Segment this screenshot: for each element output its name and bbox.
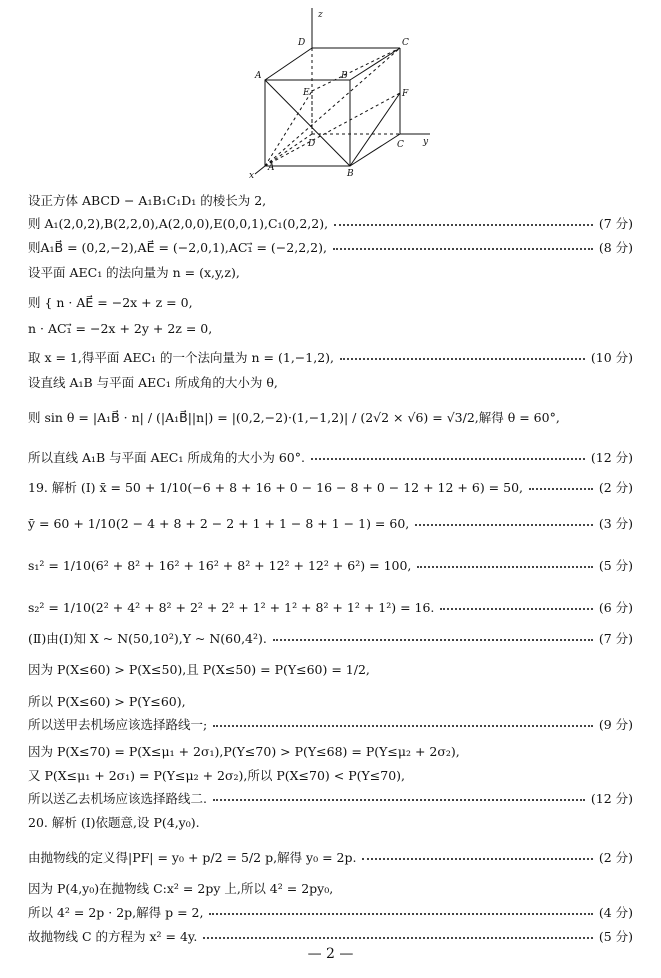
- solution-text: (Ⅱ)由(Ⅰ)知 X ~ N(50,10²),Y ~ N(60,4²).: [28, 631, 267, 646]
- solution-text: 19. 解析 (Ⅰ) x̄ = 50 + 1/10(−6 + 8 + 16 + 0 − 16 − 8 + 0 − 12 + 12 + 6) = 50,: [28, 480, 524, 495]
- score-mark: (7 分): [598, 216, 633, 231]
- solution-text: 则 { n · AE⃗ = −2x + z = 0,: [28, 295, 193, 310]
- label-A1: A: [255, 71, 262, 81]
- label-D: D: [308, 139, 316, 149]
- label-C1: C: [402, 38, 409, 48]
- solution-line: [28, 447, 633, 467]
- label-F: F: [402, 89, 409, 99]
- solution-line: [28, 190, 633, 210]
- solution-text: 由抛物线的定义得|PF| = y₀ + p/2 = 5/2 p,解得 y₀ = 2p.: [28, 850, 357, 865]
- solution-text: 所以送乙去机场应该选择路线二.: [28, 791, 207, 806]
- label-C: C: [397, 140, 404, 150]
- label-B1: B: [341, 71, 348, 81]
- score-mark: (7 分): [598, 631, 633, 646]
- leader-dots: [440, 608, 592, 610]
- score-mark: (8 分): [598, 240, 633, 255]
- solution-line: [28, 765, 633, 785]
- solution-text: 20. 解析 (Ⅰ)依题意,设 P(4,y₀).: [28, 815, 200, 830]
- leader-dots: [273, 639, 593, 641]
- solution-text: s₂² = 1/10(2² + 4² + 8² + 2² + 2² + 1² + 1² + 8² + 1² + 1²) = 16.: [28, 599, 435, 615]
- score-mark: (5 分): [598, 929, 633, 944]
- label-x: x: [249, 171, 255, 178]
- leader-dots: [209, 913, 592, 915]
- solution-text: n · AC₁⃗ = −2x + 2y + 2z = 0,: [28, 320, 213, 336]
- score-mark: (4 分): [598, 905, 633, 920]
- solution-line: [28, 659, 633, 679]
- solution-text: 则 sin θ = |A₁B⃗ · n| / (|A₁B⃗||n|) = |(0,2,−2)·(1,−1,2)| / (2√2 × √6) = √3/2,解得 θ = 60°,: [28, 410, 560, 425]
- label-B: B: [347, 169, 354, 178]
- solution-text: 因为 P(X≤60) > P(X≤50),且 P(X≤50) = P(Y≤60) = 1/2,: [28, 662, 370, 677]
- score-mark: (12 分): [590, 450, 633, 465]
- cube-figure: [245, 8, 440, 178]
- solution-text: 则 A₁(2,0,2),B(2,2,0),A(2,0,0),E(0,0,1),C₁(0,2,2),: [28, 216, 329, 231]
- solution-line: [28, 318, 633, 338]
- solution-text: 所以 4² = 2p · 2p,解得 p = 2,: [28, 905, 204, 920]
- leader-dots: [203, 937, 593, 939]
- solution-line: [28, 347, 633, 367]
- label-E: E: [303, 88, 310, 98]
- label-y: y: [423, 137, 429, 147]
- leader-dots: [334, 224, 593, 226]
- solution-line: [28, 926, 633, 946]
- score-mark: (3 分): [598, 516, 633, 531]
- solution-line: [28, 213, 633, 233]
- score-mark: (5 分): [598, 558, 633, 573]
- leader-dots: [213, 725, 593, 727]
- solution-text: ȳ = 60 + 1/10(2 − 4 + 8 + 2 − 2 + 1 + 1 − 8 + 1 − 1) = 60,: [28, 515, 410, 531]
- solution-text: 取 x = 1,得平面 AEC₁ 的一个法向量为 n = (1,−1,2),: [28, 350, 334, 365]
- solution-text: 因为 P(X≤70) = P(X≤μ₁ + 2σ₁),P(Y≤70) > P(Y≤68) = P(Y≤μ₂ + 2σ₂),: [28, 744, 460, 759]
- leader-dots: [333, 248, 593, 250]
- score-mark: (6 分): [598, 600, 633, 615]
- solution-line: [28, 902, 633, 922]
- solution-text: s₁² = 1/10(6² + 8² + 16² + 16² + 8² + 12² + 12² + 6²) = 100,: [28, 557, 412, 573]
- solution-line: [28, 878, 633, 898]
- label-D1: D: [298, 38, 306, 48]
- solution-line: [28, 372, 633, 392]
- solution-text: 设直线 A₁B 与平面 AEC₁ 所成角的大小为 θ,: [28, 375, 278, 390]
- solution-text: 设正方体 ABCD − A₁B₁C₁D₁ 的棱长为 2,: [28, 193, 267, 208]
- solution-line: [28, 847, 633, 867]
- label-A: A: [268, 163, 275, 173]
- leader-dots: [340, 358, 585, 360]
- solution-text: 因为 P(4,y₀)在抛物线 C:x² = 2py 上,所以 4² = 2py₀,: [28, 881, 334, 896]
- solution-line: [28, 292, 633, 312]
- leader-dots: [529, 488, 593, 490]
- score-mark: (10 分): [590, 350, 633, 365]
- score-mark: (9 分): [598, 717, 633, 732]
- solution-line: [28, 691, 633, 711]
- solution-text: 设平面 AEC₁ 的法向量为 n = (x,y,z),: [28, 265, 240, 280]
- solution-line: [28, 788, 633, 808]
- score-mark: (2 分): [598, 480, 633, 495]
- leader-dots: [311, 458, 585, 460]
- solution-line: [28, 597, 633, 617]
- solution-text: 又 P(X≤μ₁ + 2σ₁) = P(Y≤μ₂ + 2σ₂),所以 P(X≤70) < P(Y≤70),: [28, 768, 406, 783]
- leader-dots: [213, 799, 585, 801]
- solution-text: 则A₁B⃗ = (0,2,−2),AE⃗ = (−2,0,1),AC₁⃗ = (−2,2,2),: [28, 240, 327, 255]
- solution-line: [28, 407, 633, 427]
- score-mark: (12 分): [590, 791, 633, 806]
- leader-dots: [362, 858, 592, 860]
- leader-dots: [415, 524, 593, 526]
- solution-text: 故抛物线 C 的方程为 x² = 4y.: [28, 929, 198, 944]
- solution-line: [28, 812, 633, 832]
- solution-line: [28, 555, 633, 575]
- score-mark: (2 分): [598, 850, 633, 865]
- solution-line: [28, 513, 633, 533]
- leader-dots: [417, 566, 592, 568]
- solution-line: [28, 237, 633, 257]
- solution-text: 所以直线 A₁B 与平面 AEC₁ 所成角的大小为 60°.: [28, 450, 305, 465]
- solution-line: [28, 714, 633, 734]
- label-z: z: [318, 10, 323, 20]
- page-number: — 2 —: [307, 946, 354, 962]
- solution-text: 所以 P(X≤60) > P(Y≤60),: [28, 694, 186, 709]
- solution-line: [28, 477, 633, 497]
- solution-line: [28, 741, 633, 761]
- solution-line: [28, 628, 633, 648]
- solution-text: 所以送甲去机场应该选择路线一;: [28, 717, 208, 732]
- solution-line: [28, 262, 633, 282]
